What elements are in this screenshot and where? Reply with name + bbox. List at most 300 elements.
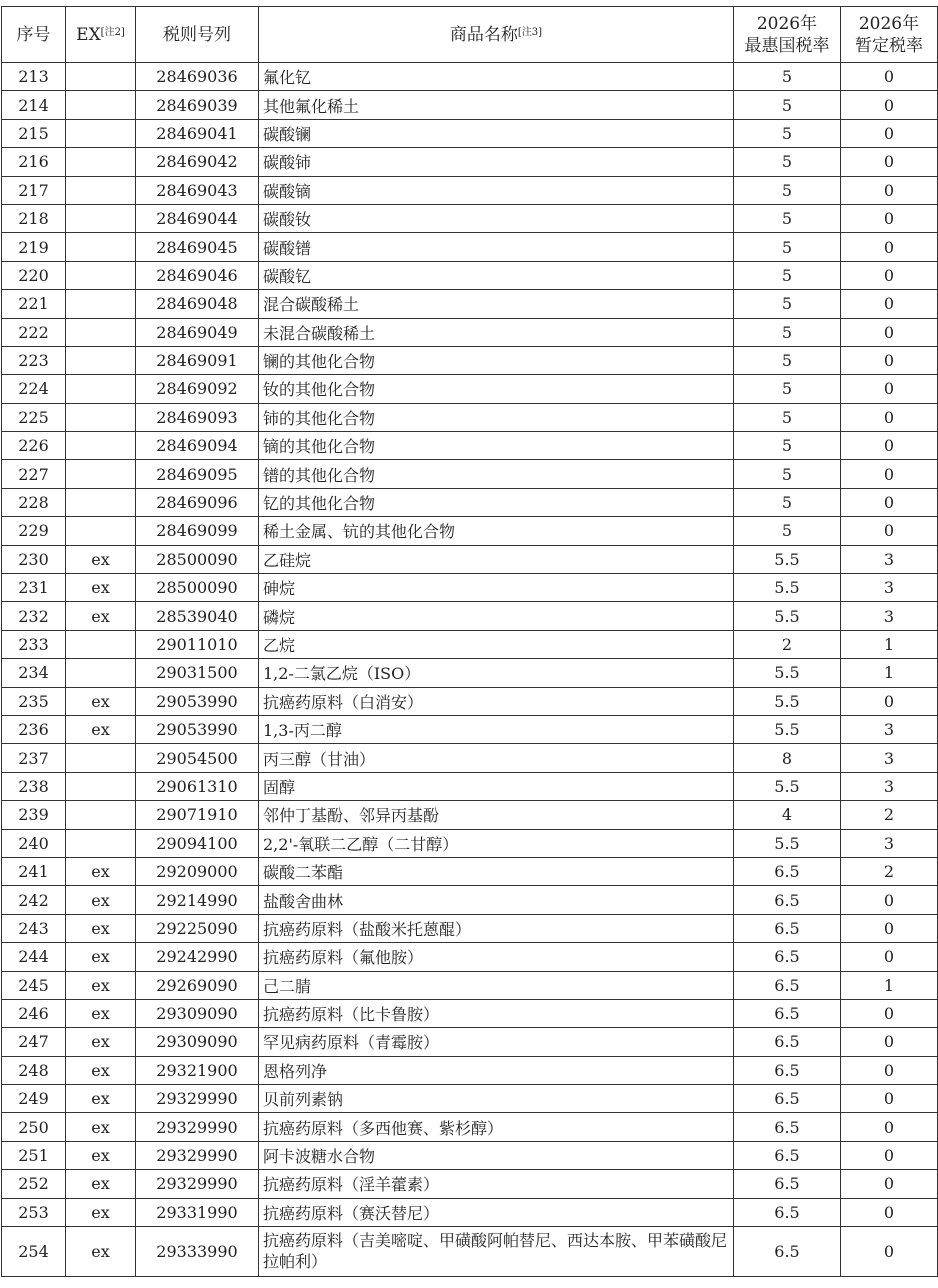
prov-rate-cell: 1: [841, 659, 938, 687]
header-name-label: 商品名称: [449, 24, 518, 45]
code-cell: 29094100: [136, 829, 259, 857]
code-cell: 29329990: [136, 1141, 259, 1169]
name-cell: 碳酸钕: [259, 204, 734, 232]
prov-rate-cell: 0: [841, 914, 938, 942]
seq-cell: 221: [2, 290, 66, 318]
name-cell: 镨的其他化合物: [259, 460, 734, 488]
name-cell: 乙烷: [259, 630, 734, 658]
mfn-rate-cell: 5: [734, 148, 841, 176]
table-row: [2, 914, 938, 942]
seq-cell: 222: [2, 318, 66, 346]
ex-cell: [66, 403, 136, 431]
ex-cell: ex: [66, 545, 136, 573]
seq-cell: 253: [2, 1198, 66, 1226]
ex-cell: [66, 119, 136, 147]
code-cell: 28469043: [136, 176, 259, 204]
ex-cell: ex: [66, 1085, 136, 1113]
seq-cell: 226: [2, 432, 66, 460]
name-cell: 磷烷: [259, 602, 734, 630]
ex-cell: [66, 63, 136, 91]
mfn-rate-cell: 5.5: [734, 829, 841, 857]
code-cell: 28500090: [136, 545, 259, 573]
header-prov: [841, 7, 938, 63]
prov-rate-cell: 0: [841, 290, 938, 318]
header-ex: [66, 7, 136, 63]
code-cell: 28469046: [136, 261, 259, 289]
table-row: [2, 1227, 938, 1277]
name-cell: 盐酸舍曲林: [259, 886, 734, 914]
seq-cell: 242: [2, 886, 66, 914]
code-cell: 28469048: [136, 290, 259, 318]
seq-cell: 245: [2, 971, 66, 999]
name-cell: 恩格列净: [259, 1056, 734, 1084]
code-cell: 29225090: [136, 914, 259, 942]
name-cell: 未混合碳酸稀土: [259, 318, 734, 346]
mfn-rate-cell: 6.5: [734, 1170, 841, 1198]
name-cell: 固醇: [259, 772, 734, 800]
table-row: [2, 1056, 938, 1084]
seq-cell: 240: [2, 829, 66, 857]
ex-cell: [66, 659, 136, 687]
table-row: [2, 318, 938, 346]
header-mfn-label: 最惠国税率: [744, 35, 830, 56]
header-mfn-year: 2026年: [756, 13, 818, 34]
prov-rate-cell: 0: [841, 1170, 938, 1198]
table-row: [2, 375, 938, 403]
prov-rate-cell: 0: [841, 1141, 938, 1169]
prov-rate-cell: 0: [841, 1198, 938, 1226]
name-cell: 1,2-二氯乙烷（ISO）: [259, 659, 734, 687]
table-row: [2, 488, 938, 516]
prov-rate-cell: 1: [841, 630, 938, 658]
seq-cell: 241: [2, 857, 66, 885]
name-cell: 抗癌药原料（淫羊藿素）: [259, 1170, 734, 1198]
ex-cell: [66, 233, 136, 261]
ex-cell: [66, 318, 136, 346]
prov-rate-cell: 0: [841, 488, 938, 516]
header-row: [2, 7, 938, 63]
code-cell: 29321900: [136, 1056, 259, 1084]
ex-cell: [66, 744, 136, 772]
table-row: [2, 432, 938, 460]
table-row: [2, 204, 938, 232]
name-cell: 邻仲丁基酚、邻异丙基酚: [259, 801, 734, 829]
name-cell: 抗癌药原料（盐酸米托蒽醌）: [259, 914, 734, 942]
seq-cell: 246: [2, 999, 66, 1027]
prov-rate-cell: 0: [841, 460, 938, 488]
seq-cell: 239: [2, 801, 66, 829]
seq-cell: 227: [2, 460, 66, 488]
header-ex-label: EX: [76, 24, 101, 45]
table-row: [2, 261, 938, 289]
mfn-rate-cell: 5: [734, 403, 841, 431]
code-cell: 29209000: [136, 857, 259, 885]
name-cell: 乙硅烷: [259, 545, 734, 573]
ex-cell: [66, 829, 136, 857]
ex-cell: [66, 772, 136, 800]
seq-cell: 237: [2, 744, 66, 772]
name-cell: 碳酸镨: [259, 233, 734, 261]
name-cell: 碳酸二苯酯: [259, 857, 734, 885]
code-cell: 29011010: [136, 630, 259, 658]
prov-rate-cell: 0: [841, 204, 938, 232]
code-cell: 29053990: [136, 687, 259, 715]
name-cell: 碳酸镧: [259, 119, 734, 147]
mfn-rate-cell: 5.5: [734, 574, 841, 602]
name-cell: 抗癌药原料（白消安）: [259, 687, 734, 715]
ex-cell: ex: [66, 687, 136, 715]
mfn-rate-cell: 6.5: [734, 1113, 841, 1141]
name-cell: 抗癌药原料（氟他胺）: [259, 943, 734, 971]
mfn-rate-cell: 5.5: [734, 659, 841, 687]
seq-cell: 230: [2, 545, 66, 573]
code-cell: 29331990: [136, 1198, 259, 1226]
prov-rate-cell: 0: [841, 517, 938, 545]
header-ex-note: [注2]: [100, 26, 125, 38]
mfn-rate-cell: 5: [734, 346, 841, 374]
ex-cell: [66, 517, 136, 545]
name-cell: 阿卡波糖水合物: [259, 1141, 734, 1169]
ex-cell: [66, 261, 136, 289]
mfn-rate-cell: 5: [734, 204, 841, 232]
header-code: 税则号列: [136, 7, 259, 63]
table-row: [2, 545, 938, 573]
table-row: [2, 119, 938, 147]
mfn-rate-cell: 6.5: [734, 971, 841, 999]
code-cell: 29329990: [136, 1113, 259, 1141]
table-row: [2, 715, 938, 743]
table-row: [2, 801, 938, 829]
ex-cell: [66, 176, 136, 204]
name-cell: 镧的其他化合物: [259, 346, 734, 374]
prov-rate-cell: 0: [841, 1085, 938, 1113]
table-row: [2, 574, 938, 602]
prov-rate-cell: 3: [841, 574, 938, 602]
seq-cell: 218: [2, 204, 66, 232]
seq-cell: 235: [2, 687, 66, 715]
name-cell: 其他氟化稀土: [259, 91, 734, 119]
mfn-rate-cell: 8: [734, 744, 841, 772]
code-cell: 29061310: [136, 772, 259, 800]
ex-cell: [66, 290, 136, 318]
mfn-rate-cell: 5: [734, 261, 841, 289]
mfn-rate-cell: 6.5: [734, 857, 841, 885]
mfn-rate-cell: 5.5: [734, 687, 841, 715]
code-cell: 28469042: [136, 148, 259, 176]
table-row: [2, 346, 938, 374]
ex-cell: ex: [66, 914, 136, 942]
code-cell: 29329990: [136, 1085, 259, 1113]
table-row: [2, 744, 938, 772]
prov-rate-cell: 3: [841, 602, 938, 630]
name-cell: 碳酸镝: [259, 176, 734, 204]
code-cell: 28469099: [136, 517, 259, 545]
code-cell: 29309090: [136, 999, 259, 1027]
prov-rate-cell: 3: [841, 772, 938, 800]
ex-cell: [66, 460, 136, 488]
prov-rate-cell: 0: [841, 176, 938, 204]
code-cell: 29053990: [136, 715, 259, 743]
ex-cell: ex: [66, 1056, 136, 1084]
prov-rate-cell: 0: [841, 687, 938, 715]
prov-rate-cell: 0: [841, 432, 938, 460]
mfn-rate-cell: 6.5: [734, 886, 841, 914]
table-row: [2, 176, 938, 204]
code-cell: 28469045: [136, 233, 259, 261]
seq-cell: 236: [2, 715, 66, 743]
table-row: [2, 857, 938, 885]
code-cell: 28469049: [136, 318, 259, 346]
prov-rate-cell: 0: [841, 119, 938, 147]
code-cell: 29329990: [136, 1170, 259, 1198]
name-cell: 丙三醇（甘油）: [259, 744, 734, 772]
seq-cell: 216: [2, 148, 66, 176]
code-cell: 28469036: [136, 63, 259, 91]
prov-rate-cell: 0: [841, 886, 938, 914]
name-cell: 1,3-丙二醇: [259, 715, 734, 743]
seq-cell: 249: [2, 1085, 66, 1113]
seq-cell: 217: [2, 176, 66, 204]
mfn-rate-cell: 5.5: [734, 715, 841, 743]
ex-cell: [66, 91, 136, 119]
table-row: [2, 659, 938, 687]
mfn-rate-cell: 5: [734, 63, 841, 91]
name-cell: 碳酸铈: [259, 148, 734, 176]
prov-rate-cell: 3: [841, 545, 938, 573]
name-cell: 钇的其他化合物: [259, 488, 734, 516]
ex-cell: ex: [66, 857, 136, 885]
name-cell: 混合碳酸稀土: [259, 290, 734, 318]
prov-rate-cell: 0: [841, 403, 938, 431]
mfn-rate-cell: 6.5: [734, 914, 841, 942]
seq-cell: 225: [2, 403, 66, 431]
code-cell: 28539040: [136, 602, 259, 630]
ex-cell: ex: [66, 943, 136, 971]
code-cell: 29054500: [136, 744, 259, 772]
seq-cell: 232: [2, 602, 66, 630]
mfn-rate-cell: 5: [734, 290, 841, 318]
name-cell: 稀土金属、钪的其他化合物: [259, 517, 734, 545]
seq-cell: 243: [2, 914, 66, 942]
code-cell: 29269090: [136, 971, 259, 999]
seq-cell: 214: [2, 91, 66, 119]
ex-cell: ex: [66, 1141, 136, 1169]
mfn-rate-cell: 5: [734, 318, 841, 346]
prov-rate-cell: 0: [841, 1227, 938, 1277]
table-row: [2, 91, 938, 119]
seq-cell: 250: [2, 1113, 66, 1141]
mfn-rate-cell: 2: [734, 630, 841, 658]
table-row: [2, 602, 938, 630]
table-row: [2, 886, 938, 914]
name-cell: 贝前列素钠: [259, 1085, 734, 1113]
ex-cell: [66, 375, 136, 403]
prov-rate-cell: 0: [841, 261, 938, 289]
name-cell: 钕的其他化合物: [259, 375, 734, 403]
mfn-rate-cell: 6.5: [734, 1056, 841, 1084]
ex-cell: ex: [66, 602, 136, 630]
seq-cell: 238: [2, 772, 66, 800]
table-row: [2, 1113, 938, 1141]
table-row: [2, 630, 938, 658]
ex-cell: ex: [66, 1227, 136, 1277]
code-cell: 29242990: [136, 943, 259, 971]
mfn-rate-cell: 6.5: [734, 943, 841, 971]
name-cell: 碳酸钇: [259, 261, 734, 289]
name-cell: 抗癌药原料（赛沃替尼）: [259, 1198, 734, 1226]
header-prov-year: 2026年: [858, 13, 920, 34]
seq-cell: 231: [2, 574, 66, 602]
header-name: [259, 7, 734, 63]
prov-rate-cell: 3: [841, 829, 938, 857]
mfn-rate-cell: 4: [734, 801, 841, 829]
mfn-rate-cell: 5: [734, 176, 841, 204]
mfn-rate-cell: 5: [734, 517, 841, 545]
table-row: [2, 148, 938, 176]
prov-rate-cell: 0: [841, 1113, 938, 1141]
code-cell: 28469096: [136, 488, 259, 516]
prov-rate-cell: 0: [841, 148, 938, 176]
mfn-rate-cell: 5.5: [734, 602, 841, 630]
seq-cell: 251: [2, 1141, 66, 1169]
ex-cell: ex: [66, 574, 136, 602]
ex-cell: [66, 488, 136, 516]
prov-rate-cell: 0: [841, 943, 938, 971]
tariff-table: [1, 6, 938, 1277]
table-row: [2, 829, 938, 857]
ex-cell: [66, 346, 136, 374]
header-seq: 序号: [2, 7, 66, 63]
code-cell: 29031500: [136, 659, 259, 687]
table-row: [2, 460, 938, 488]
header-prov-label: 暂定税率: [855, 35, 923, 56]
ex-cell: ex: [66, 715, 136, 743]
code-cell: 28469093: [136, 403, 259, 431]
seq-cell: 213: [2, 63, 66, 91]
table-row: [2, 999, 938, 1027]
seq-cell: 252: [2, 1170, 66, 1198]
table-row: [2, 517, 938, 545]
seq-cell: 228: [2, 488, 66, 516]
prov-rate-cell: 0: [841, 999, 938, 1027]
mfn-rate-cell: 6.5: [734, 1198, 841, 1226]
prov-rate-cell: 0: [841, 233, 938, 261]
ex-cell: ex: [66, 999, 136, 1027]
header-name-note: [注3]: [517, 26, 543, 38]
mfn-rate-cell: 5: [734, 233, 841, 261]
seq-cell: 224: [2, 375, 66, 403]
code-cell: 28469095: [136, 460, 259, 488]
code-cell: 28469092: [136, 375, 259, 403]
prov-rate-cell: 0: [841, 63, 938, 91]
prov-rate-cell: 0: [841, 375, 938, 403]
code-cell: 29309090: [136, 1028, 259, 1056]
prov-rate-cell: 0: [841, 318, 938, 346]
ex-cell: [66, 630, 136, 658]
table-row: [2, 1085, 938, 1113]
name-cell: 2,2'-氧联二乙醇（二甘醇）: [259, 829, 734, 857]
ex-cell: [66, 801, 136, 829]
mfn-rate-cell: 5: [734, 119, 841, 147]
prov-rate-cell: 0: [841, 91, 938, 119]
code-cell: 29071910: [136, 801, 259, 829]
mfn-rate-cell: 6.5: [734, 1227, 841, 1277]
seq-cell: 223: [2, 346, 66, 374]
mfn-rate-cell: 5: [734, 460, 841, 488]
ex-cell: ex: [66, 1028, 136, 1056]
table-row: [2, 1028, 938, 1056]
mfn-rate-cell: 6.5: [734, 1085, 841, 1113]
seq-cell: 229: [2, 517, 66, 545]
header-mfn: [734, 7, 841, 63]
code-cell: 28469091: [136, 346, 259, 374]
mfn-rate-cell: 5: [734, 375, 841, 403]
mfn-rate-cell: 5.5: [734, 545, 841, 573]
name-cell: 抗癌药原料（多西他赛、紫杉醇）: [259, 1113, 734, 1141]
code-cell: 29333990: [136, 1227, 259, 1277]
mfn-rate-cell: 5: [734, 432, 841, 460]
ex-cell: ex: [66, 971, 136, 999]
ex-cell: [66, 148, 136, 176]
prov-rate-cell: 0: [841, 346, 938, 374]
code-cell: 29214990: [136, 886, 259, 914]
code-cell: 28469041: [136, 119, 259, 147]
ex-cell: ex: [66, 1198, 136, 1226]
seq-cell: 234: [2, 659, 66, 687]
code-cell: 28500090: [136, 574, 259, 602]
mfn-rate-cell: 5: [734, 91, 841, 119]
seq-cell: 247: [2, 1028, 66, 1056]
table-row: [2, 290, 938, 318]
name-cell: 砷烷: [259, 574, 734, 602]
seq-cell: 233: [2, 630, 66, 658]
seq-cell: 244: [2, 943, 66, 971]
mfn-rate-cell: 6.5: [734, 1028, 841, 1056]
name-cell: 抗癌药原料（比卡鲁胺）: [259, 999, 734, 1027]
ex-cell: ex: [66, 886, 136, 914]
code-cell: 28469044: [136, 204, 259, 232]
prov-rate-cell: 2: [841, 801, 938, 829]
mfn-rate-cell: 5.5: [734, 772, 841, 800]
table-row: [2, 63, 938, 91]
prov-rate-cell: 0: [841, 1028, 938, 1056]
table-row: [2, 1198, 938, 1226]
table-row: [2, 971, 938, 999]
name-cell: 氟化钇: [259, 63, 734, 91]
name-cell: 罕见病药原料（青霉胺）: [259, 1028, 734, 1056]
table-row: [2, 772, 938, 800]
seq-cell: 248: [2, 1056, 66, 1084]
name-cell: 己二腈: [259, 971, 734, 999]
prov-rate-cell: 3: [841, 744, 938, 772]
table-row: [2, 1141, 938, 1169]
ex-cell: [66, 204, 136, 232]
ex-cell: ex: [66, 1113, 136, 1141]
table-row: [2, 943, 938, 971]
code-cell: 28469094: [136, 432, 259, 460]
table-row: [2, 403, 938, 431]
table-row: [2, 687, 938, 715]
prov-rate-cell: 2: [841, 857, 938, 885]
name-cell: 抗癌药原料（吉美嘧啶、甲磺酸阿帕替尼、西达本胺、甲苯磺酸尼拉帕利）: [259, 1227, 734, 1277]
mfn-rate-cell: 5: [734, 488, 841, 516]
mfn-rate-cell: 6.5: [734, 999, 841, 1027]
table-row: [2, 1170, 938, 1198]
mfn-rate-cell: 6.5: [734, 1141, 841, 1169]
code-cell: 28469039: [136, 91, 259, 119]
seq-cell: 220: [2, 261, 66, 289]
seq-cell: 254: [2, 1227, 66, 1277]
